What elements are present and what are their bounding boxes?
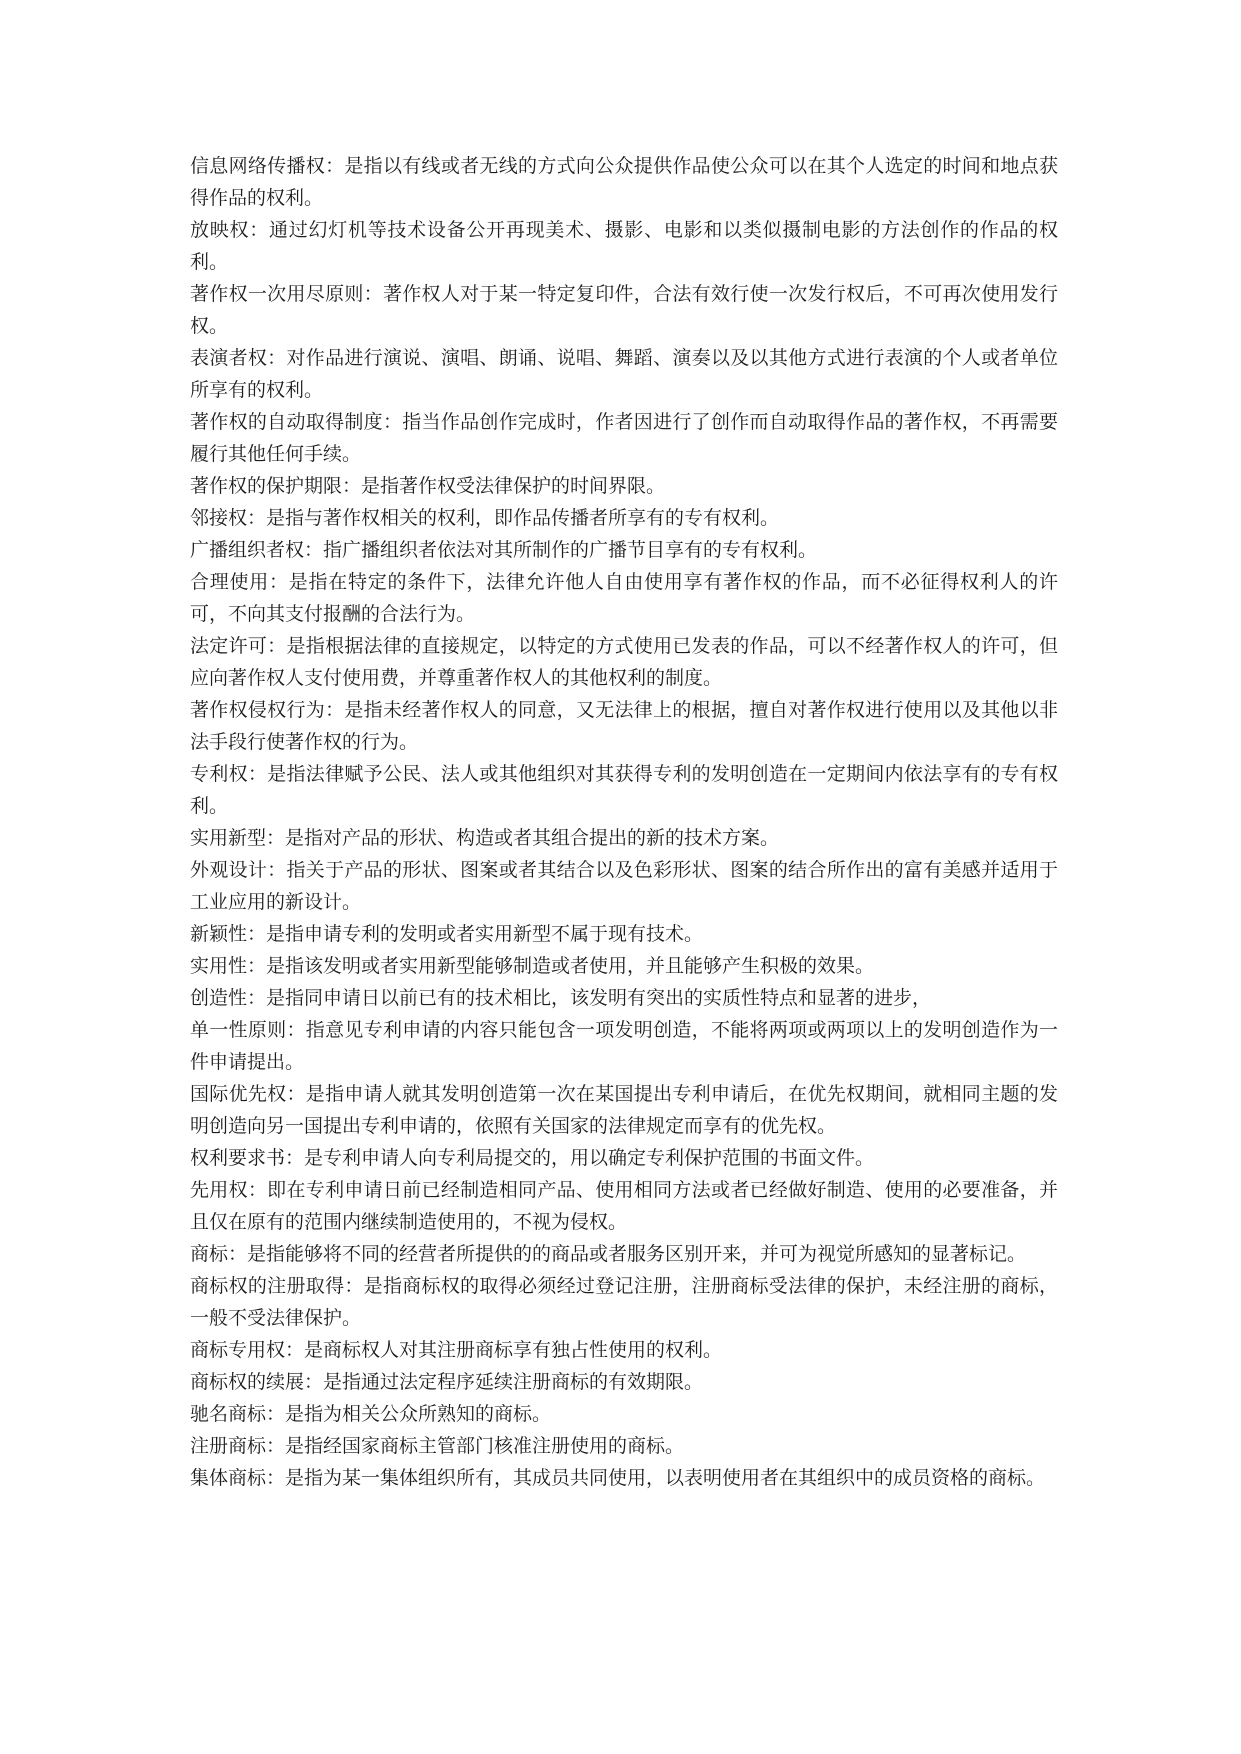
definition-paragraph: 广播组织者权：指广播组织者依法对其所制作的广播节目享有的专有权利。 (190, 539, 818, 561)
definition-paragraph: 商标专用权：是商标权人对其注册商标享有独占性使用的权利。 (190, 1339, 723, 1361)
definition-paragraph: 创造性：是指同申请日以前已有的技术相比，该发明有突出的实质性特点和显著的进步， (190, 987, 932, 1009)
definition-paragraph: 先用权：即在专利申请日前已经制造相同产品、使用相同方法或者已经做好制造、使用的必要准备，并且仅在原有的范围内继续制造使用的，不视为侵权。 (190, 1179, 1058, 1233)
definition-paragraph: 邻接权：是指与著作权相关的权利，即作品传播者所享有的专有权利。 (190, 507, 780, 529)
definition-paragraph: 集体商标：是指为某一集体组织所有，其成员共同使用，以表明使用者在其组织中的成员资格的商标。 (190, 1467, 1046, 1489)
definition-paragraph: 著作权一次用尽原则：著作权人对于某一特定复印件，合法有效行使一次发行权后，不可再次使用发行权。 (190, 283, 1058, 337)
definition-paragraph: 驰名商标：是指为相关公众所熟知的商标。 (190, 1403, 552, 1425)
definition-paragraph: 商标权的续展：是指通过法定程序延续注册商标的有效期限。 (190, 1371, 704, 1393)
definition-paragraph: 实用新型：是指对产品的形状、构造或者其组合提出的新的技术方案。 (190, 827, 780, 849)
definition-paragraph: 表演者权：对作品进行演说、演唱、朗诵、说唱、舞蹈、演奏以及以其他方式进行表演的个人或者单位所享有的权利。 (190, 347, 1058, 401)
definition-paragraph: 单一性原则：指意见专利申请的内容只能包含一项发明创造，不能将两项或两项以上的发明创造作为一件申请提出。 (190, 1019, 1058, 1073)
definition-paragraph: 国际优先权：是指申请人就其发明创造第一次在某国提出专利申请后，在优先权期间，就相同主题的发明创造向另一国提出专利申请的，依照有关国家的法律规定而享有的优先权。 (190, 1083, 1058, 1137)
definition-paragraph: 外观设计：指关于产品的形状、图案或者其结合以及色彩形状、图案的结合所作出的富有美感并适用于工业应用的新设计。 (190, 859, 1058, 913)
definition-paragraph: 权利要求书：是专利申请人向专利局提交的，用以确定专利保护范围的书面文件。 (190, 1147, 875, 1169)
document-body (190, 150, 1058, 1494)
definition-paragraph: 实用性：是指该发明或者实用新型能够制造或者使用，并且能够产生积极的效果。 (190, 955, 875, 977)
definition-paragraph: 著作权侵权行为：是指未经著作权人的同意，又无法律上的根据，擅自对著作权进行使用以及其他以非法手段行使著作权的行为。 (190, 699, 1058, 753)
definition-paragraph: 合理使用：是指在特定的条件下，法律允许他人自由使用享有著作权的作品，而不必征得权利人的许可，不向其支付报酬的合法行为。 (190, 571, 1058, 625)
definition-paragraph: 著作权的自动取得制度：指当作品创作完成时，作者因进行了创作而自动取得作品的著作权，不再需要履行其他任何手续。 (190, 411, 1058, 465)
definition-paragraph: 著作权的保护期限：是指著作权受法律保护的时间界限。 (190, 475, 666, 497)
definition-paragraph: 注册商标：是指经国家商标主管部门核准注册使用的商标。 (190, 1435, 685, 1457)
definition-paragraph: 放映权：通过幻灯机等技术设备公开再现美术、摄影、电影和以类似摄制电影的方法创作的作品的权利。 (190, 219, 1058, 273)
definition-paragraph: 商标权的注册取得：是指商标权的取得必须经过登记注册，注册商标受法律的保护，未经注册的商标，一般不受法律保护。 (190, 1275, 1058, 1329)
definition-paragraph: 商标：是指能够将不同的经营者所提供的的商品或者服务区别开来，并可为视觉所感知的显著标记。 (190, 1243, 1027, 1265)
definition-paragraph: 信息网络传播权：是指以有线或者无线的方式向公众提供作品使公众可以在其个人选定的时间和地点获得作品的权利。 (190, 155, 1058, 209)
definition-paragraph: 新颖性：是指申请专利的发明或者实用新型不属于现有技术。 (190, 923, 704, 945)
definition-paragraph: 专利权：是指法律赋予公民、法人或其他组织对其获得专利的发明创造在一定期间内依法享有的专有权利。 (190, 763, 1058, 817)
definition-paragraph: 法定许可：是指根据法律的直接规定，以特定的方式使用已发表的作品，可以不经著作权人的许可，但应向著作权人支付使用费，并尊重著作权人的其他权利的制度。 (190, 635, 1058, 689)
